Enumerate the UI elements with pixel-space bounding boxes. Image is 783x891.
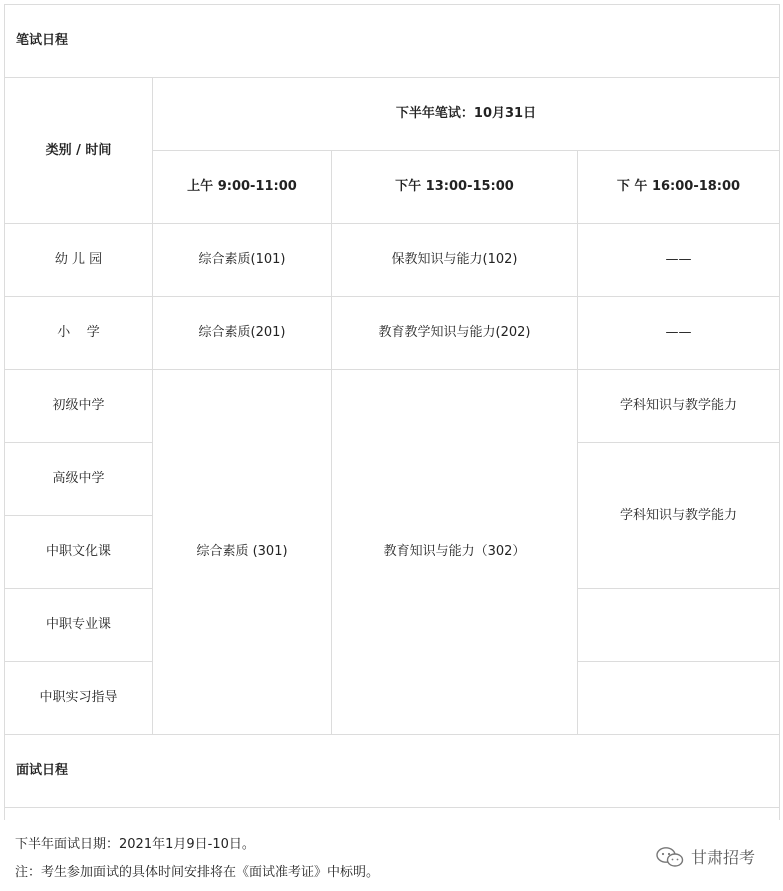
watermark <box>653 845 757 868</box>
cell-kindergarten-s1: 综合素质(101) <box>153 224 332 297</box>
interview-date-line: 下半年面试日期：2021年1月9日-10日。 <box>15 837 255 852</box>
cell-junior-s3: 学科知识与教学能力 <box>578 370 780 443</box>
category-time-header: 类别 / 时间 <box>5 78 153 224</box>
row-label-voc-practice: 中职实习指导 <box>5 662 153 735</box>
cell-primary-s3: —— <box>578 297 780 370</box>
written-exam-title: 笔试日程 <box>5 5 780 78</box>
row-label-senior: 高级中学 <box>5 443 153 516</box>
session-late-header: 下 午 16:00-18:00 <box>578 151 780 224</box>
row-label-kindergarten: 幼 儿 园 <box>5 224 153 297</box>
wechat-icon <box>655 846 685 868</box>
row-label-primary: 小 学 <box>5 297 153 370</box>
cell-primary-s1: 综合素质(201) <box>153 297 332 370</box>
exam-schedule-table <box>4 4 780 820</box>
row-label-junior: 初级中学 <box>5 370 153 443</box>
cell-kindergarten-s3: —— <box>578 224 780 297</box>
session-afternoon-header: 下午 13:00-15:00 <box>332 151 578 224</box>
table-row <box>5 370 780 443</box>
row-label-voc-culture: 中职文化课 <box>5 516 153 589</box>
row-label-voc-major: 中职专业课 <box>5 589 153 662</box>
table-row <box>5 297 780 370</box>
interview-title: 面试日程 <box>5 735 780 808</box>
interview-note-line: 注：考生参加面试的具体时间安排将在《面试准考证》中标明。 <box>15 865 380 880</box>
cell-voc-practice-s3 <box>578 662 780 735</box>
table-row <box>5 224 780 297</box>
cell-senior-s3: 学科知识与教学能力 <box>578 443 780 589</box>
cell-voc-major-s3 <box>578 589 780 662</box>
cell-kindergarten-s2: 保教知识与能力(102) <box>332 224 578 297</box>
cell-secondary-s2: 教育知识与能力（302） <box>332 370 578 735</box>
written-date-header: 下半年笔试：10月31日 <box>153 78 780 151</box>
interview-body-cell <box>5 808 780 821</box>
cell-primary-s2: 教育教学知识与能力(202) <box>332 297 578 370</box>
session-morning-header: 上午 9:00-11:00 <box>153 151 332 224</box>
watermark-text: 甘肃招考 <box>690 848 755 867</box>
cell-secondary-s1: 综合素质 (301) <box>153 370 332 735</box>
